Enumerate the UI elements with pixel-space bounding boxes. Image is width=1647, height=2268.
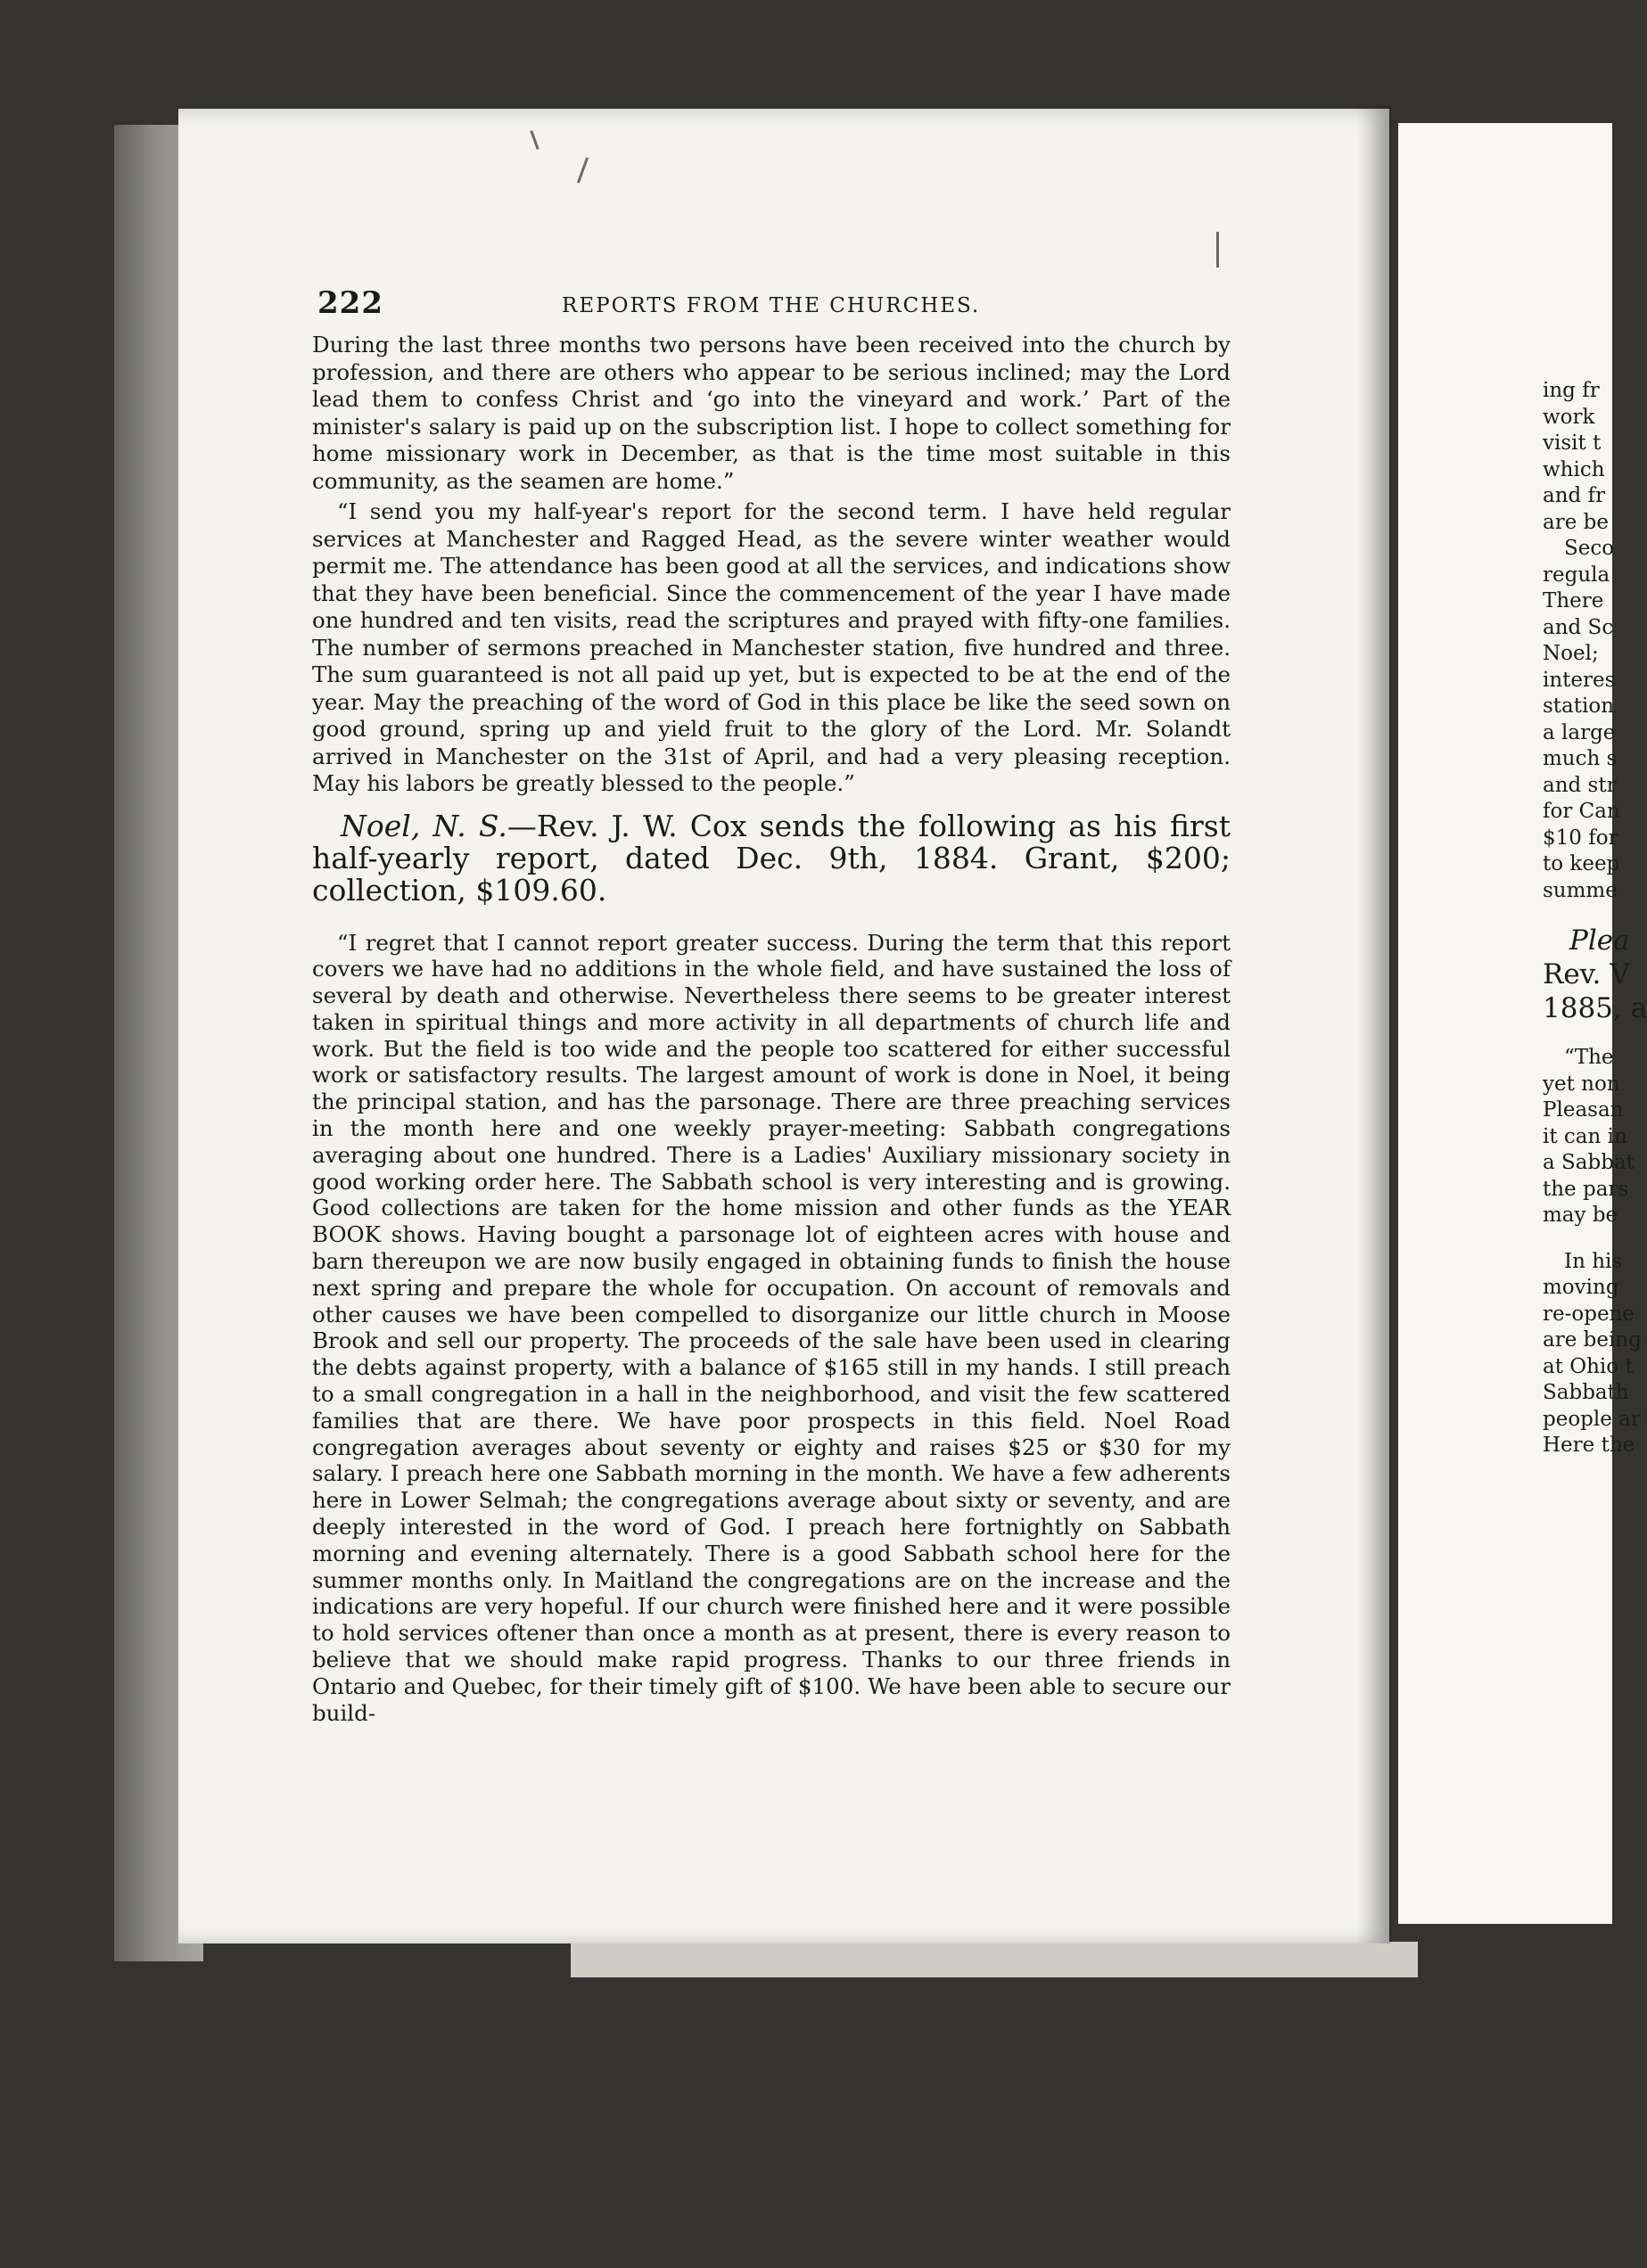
right-line: regula — [1543, 563, 1610, 587]
running-head-title: REPORTS FROM THE CHURCHES. — [562, 294, 981, 317]
right-line: to keep — [1543, 852, 1620, 875]
right-line: yet non — [1543, 1072, 1620, 1096]
right-line: There — [1543, 589, 1604, 612]
right-line: moving — [1543, 1276, 1619, 1299]
right-line: Noel; — [1543, 642, 1599, 665]
right-line: for Can — [1543, 800, 1620, 823]
right-line: Here the — [1543, 1434, 1635, 1457]
right-line: ing fr — [1543, 379, 1600, 402]
right-line: $10 for — [1543, 826, 1618, 850]
noel-heading-text: —Rev. J. W. Cox sends the following as his first half-yearly report, dated Dec. 9th, 1884. Grant, $200; collection, $109.60. — [312, 808, 1231, 908]
running-head — [312, 285, 1231, 321]
spacer — [1543, 1229, 1612, 1249]
right-line: and str — [1543, 773, 1617, 797]
right-line: the pars — [1543, 1177, 1629, 1201]
noel-section-heading — [312, 810, 1231, 907]
book-gutter — [1355, 105, 1391, 1943]
spacer — [1543, 904, 1612, 924]
right-heading-line: Rev. V — [1543, 958, 1630, 990]
right-line: station — [1543, 694, 1615, 718]
manchester-report-paragraph: “I send you my half-year's report for the second term. I have held regular services at Manchester and Ragged Head, as the severe winter weather would permit me. The attendance has been good at all the services, and indications show that they have been beneficial. Since the commencement of the year I have made one hundred and ten visits, read the scriptures and prayed with fifty-one families. The number of sermons preached in Manchester station, five hundred and three. The sum guaranteed is not all paid up yet, but is expected to be at the end of the year. May the preaching of the word of God in this place be like the seed sown on good ground, spring up and yield fruit to the glory of the Lord. Mr. Solandt arrived in Manchester on the 31st of April, and had a very pleasing reception. May his labors be greatly blessed to the people.” — [312, 498, 1231, 796]
left-page-content — [312, 285, 1231, 1730]
right-line: In his — [1564, 1249, 1623, 1273]
right-line: and fr — [1543, 484, 1606, 507]
right-page-text — [1543, 378, 1647, 1459]
right-line: it can in — [1543, 1124, 1627, 1148]
right-line: a large — [1543, 720, 1616, 744]
right-line: may be — [1543, 1204, 1618, 1227]
right-line: work — [1543, 405, 1595, 429]
page-number: 222 — [317, 285, 383, 321]
right-line: are being — [1543, 1328, 1642, 1352]
right-line: visit t — [1543, 431, 1602, 455]
right-line: Pleasan — [1543, 1098, 1624, 1122]
right-line: a Sabbat — [1543, 1151, 1635, 1174]
spacer — [1543, 1025, 1612, 1045]
right-line: interes — [1543, 668, 1616, 692]
right-line: and Sc — [1543, 615, 1614, 639]
ink-speck — [1216, 232, 1219, 267]
right-line: summe — [1543, 878, 1618, 902]
right-heading-line: Plea — [1569, 924, 1630, 957]
right-heading-line: 1885, a — [1543, 992, 1647, 1024]
right-line: at Ohio t — [1543, 1354, 1634, 1378]
manchester-report-paragraph: During the last three months two persons have been received into the church by profession, and there are others who appear to be serious inclined; may the Lord lead them to confess Christ and ‘go into the vineyard and work.’ Part of the minister's salary is paid up on the subscription list. I hope to collect something for home missionary work in December, as that is the time most suitable in this community, as the seamen are home.” — [312, 332, 1231, 494]
page-stack-edge — [571, 1942, 1418, 1977]
right-page — [1398, 123, 1647, 1924]
right-line: Sabbath — [1543, 1381, 1629, 1404]
noel-place-name: Noel, N. S. — [341, 808, 507, 843]
right-line: which — [1543, 457, 1605, 481]
noel-report-body: “I regret that I cannot report greater success. During the term that this report covers we have had no additions in the whole field, and have sustained the loss of several by death and otherwise. Nevertheless there seems to be greater interest taken in spiritual things and more activity in all departments of church life and work. But the field is too wide and the people too scattered for either successful work or satisfactory results. The largest amount of work is done in Noel, it being the principal station, and has the parsonage. There are three preaching services in the month here and one weekly prayer-meeting: Sabbath congregations averaging about one hundred. There is a Ladies' Auxiliary missionary society in good working order here. The Sabbath school is very interesting and is growing. Good collections are taken for the home mission and other funds as the YEAR BOOK shows. Having bought a parsonage lot of eighteen acres with house and barn thereupon we are now busily engaged in obtaining funds to finish the house next spring and prepare the whole for occupation. On account of removals and other causes we have been compelled to disorganize our little church in Moose Brook and sell our property. The proceeds of the sale have been used in clearing the debts against property, with a balance of $165 still in my hands. I still preach to a small congregation in a hall in the neighborhood, and visit the few scattered families that are there. We have poor prospects in this field. Noel Road congregation averages about seventy or eighty and raises $25 or $30 for my salary. I preach here one Sabbath morning in the month. We have a few adherents here in Lower Selmah; the congregations average about sixty or seventy, and are deeply interested in the word of God. I preach here fortnightly on Sabbath morning and evening alternately. There is a good Sabbath school here for the summer months only. In Maitland the congregations are on the increase and the indications are very hopeful. If our church were finished here and it were possible to hold services oftener than once a month as at present, there is every reason to believe that we should make rapid progress. Thanks to our three friends in Ontario and Quebec, for their timely gift of $100. We have been able to secure our build- — [312, 929, 1231, 1726]
right-line: people ar — [1543, 1407, 1641, 1431]
right-line: are be — [1543, 510, 1609, 534]
right-line: “The — [1564, 1046, 1614, 1069]
right-line: re-opene — [1543, 1302, 1635, 1326]
right-line: Seco — [1564, 537, 1615, 560]
right-line: much s — [1543, 747, 1618, 770]
